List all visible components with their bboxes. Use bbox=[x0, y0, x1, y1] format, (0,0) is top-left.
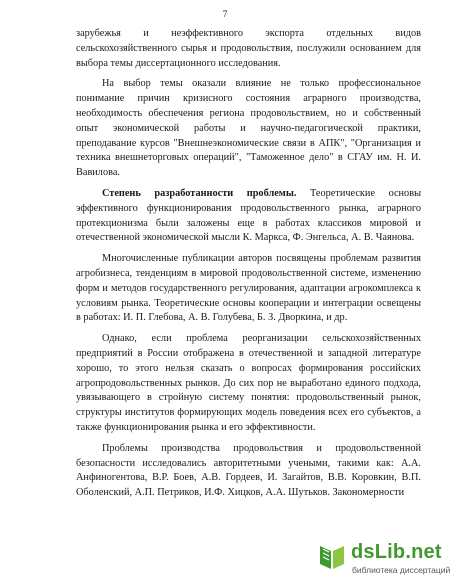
paragraph-3-text: Теоретические основы эффективного функционирования продовольственного рынка, аграрного протекционизма были заложены еще в работах классиков мировой и отечественной экономической мысли К. Маркса, Ф. Энгельса, А. В. Чаянова. bbox=[76, 187, 421, 244]
paragraph-2-text: На выбор темы оказали влияние не только профессиональное понимание причин кризисного состояния аграрного производства, необходимость обеспечения региона продовольствием, но и собственный опыт экономической работы и научно-педагогической практики, преподавание курсов "Внешнеэкономические связи в АПК", "Организация и техника внешнеторговых операций", "Таможенное дело" в СГАУ им. Н. И. Вавилова. bbox=[76, 78, 421, 179]
watermark-title: dsLib.net bbox=[351, 541, 442, 563]
dslib-watermark[interactable] bbox=[315, 538, 450, 582]
paragraph-5 bbox=[76, 332, 421, 436]
paragraph-1 bbox=[76, 27, 421, 71]
paragraph-1-text: зарубежья и неэффективного экспорта отдельных видов сельскохозяйственного сырья и продовольствия, послужили основанием для выбора темы диссертационного исследования. bbox=[76, 28, 421, 69]
watermark-subtitle: библиотека диссертаций bbox=[352, 565, 450, 575]
paragraph-3 bbox=[76, 187, 421, 246]
paragraph-5-text: Однако, если проблема реорганизации сельскохозяйственных предприятий в России отображена в отечественной и западной литературе хорошо, то этого нельзя сказать о вопросах формирования российских агропродовольственных рынков. До сих пор не выработано единого подхода, увязывающего в стройную систему понятия: продовольственный рынок, структуры институтов формирующих модель поведения всех его субъектов, а также функционирования рынка и его эффективности. bbox=[76, 333, 421, 433]
paragraph-6-text: Проблемы производства продовольствия и продовольственной безопасности исследовались авторитетными учеными, такими как: А.А. Анфиногентова, В.Р. Боев, А.В. Гордеев, И. Загайтов, В.В. Коровкин, В.П. Оболенский, А.П. Петриков, И.Ф. Хицков, А.А. Шутьков. Закономерности bbox=[76, 442, 421, 499]
page-number: 7 bbox=[222, 10, 228, 20]
paragraph-4 bbox=[76, 252, 421, 326]
body-text bbox=[76, 27, 421, 507]
paragraph-4-text: Многочисленные публикации авторов посвящены проблемам развития агробизнеса, тенденциям в мировой продовольственной системе, изменению форм и методов государственного регулирования, адаптации агрокомплекса к условиям рынка. Теоретические основы кооперации и интеграции освещены в работах: И. П. Глебова, А. В. Голубева, Б. З. Дворкина, и др. bbox=[76, 253, 421, 324]
book-logo-icon bbox=[317, 542, 347, 572]
paragraph-3-lead: Степень разработанности проблемы. bbox=[102, 187, 297, 199]
paragraph-6 bbox=[76, 442, 421, 501]
paragraph-2 bbox=[76, 77, 421, 181]
